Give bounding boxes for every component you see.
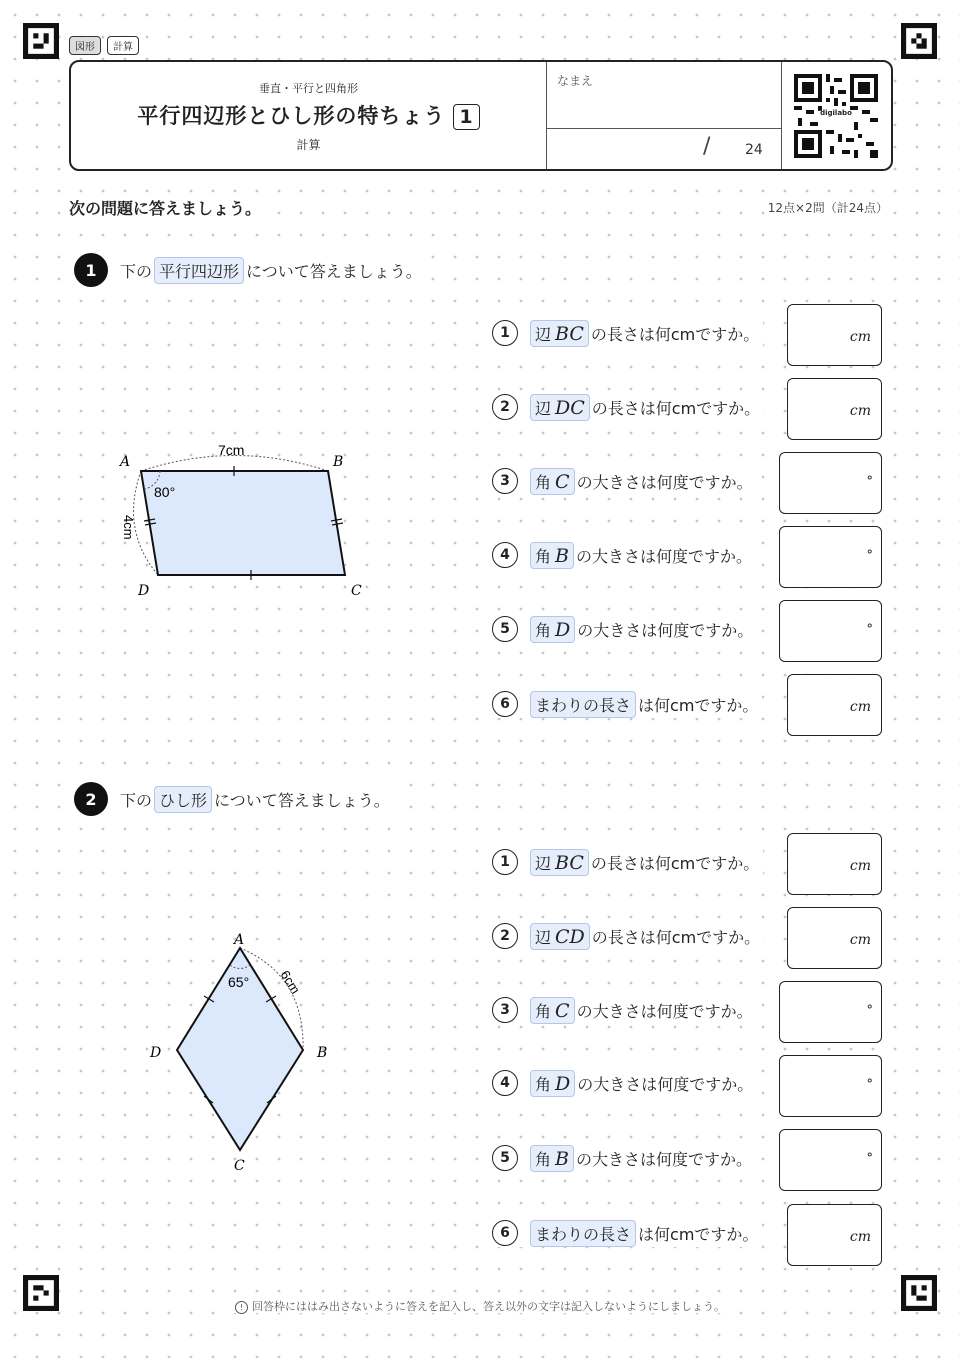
item-number-badge: 6 — [492, 1220, 518, 1246]
q2-number-badge: 2 — [74, 782, 108, 816]
item-number-badge: 1 — [492, 320, 518, 346]
answer-unit: cm — [849, 1229, 871, 1245]
q2-item-5 — [492, 1144, 756, 1172]
q2-heading — [74, 782, 394, 816]
q1-item-3 — [492, 467, 757, 495]
page-title-text: 平行四辺形とひし形の特ちょう — [137, 104, 446, 128]
item-target-word: 角 — [535, 620, 552, 640]
footer-bg — [231, 1300, 729, 1313]
item-target-var: BC — [555, 851, 584, 874]
item-target-word: 角 — [535, 1001, 552, 1021]
item-question: の長さは何cmですか。 — [590, 853, 760, 873]
item-target-var: CD — [555, 925, 585, 948]
vertex-b: B — [333, 454, 344, 470]
answer-unit: cm — [849, 403, 871, 419]
item-target-var: D — [555, 618, 571, 641]
item-question: の大きさは何度ですか。 — [576, 472, 753, 492]
q1-answer-box-3[interactable] — [779, 452, 882, 514]
item-target-word: 辺 — [535, 853, 552, 873]
parallelogram-figure — [100, 430, 390, 610]
vertex-d: D — [138, 583, 150, 599]
answer-unit: ° — [866, 474, 873, 489]
item-target-var: C — [555, 999, 570, 1022]
side-top-label: 7cm — [218, 442, 245, 458]
q2-item-3 — [492, 996, 757, 1024]
angle-label: 80° — [154, 484, 176, 500]
q1-pre: 下の — [120, 261, 153, 281]
item-target-var: B — [555, 1147, 569, 1170]
item-target-word: 角 — [535, 472, 552, 492]
q2-pre: 下の — [120, 790, 153, 810]
item-number-badge: 3 — [492, 468, 518, 494]
vertex-c2: C — [234, 1158, 245, 1174]
q1-answer-box-2[interactable] — [787, 378, 882, 440]
item-target-word: 角 — [535, 1074, 552, 1094]
vertex-c: C — [351, 583, 362, 599]
side-label: 6cm — [277, 967, 304, 997]
item-number-badge: 6 — [492, 691, 518, 717]
item-target — [530, 1070, 575, 1097]
name-divider — [547, 128, 782, 129]
corner-marker-top-right — [901, 23, 937, 59]
item-target — [530, 1145, 574, 1172]
item-target-var: B — [555, 544, 569, 567]
item-target-word: 角 — [535, 546, 552, 566]
item-question: の長さは何cmですか。 — [590, 324, 760, 344]
answer-unit: cm — [849, 699, 871, 715]
item-target-var: C — [555, 470, 570, 493]
item-target-word: 辺 — [535, 927, 552, 947]
vertex-a2: A — [234, 932, 245, 948]
item-target-var: BC — [555, 322, 584, 345]
item-number-badge: 4 — [492, 1070, 518, 1096]
q1-item-1 — [492, 319, 763, 347]
item-target — [530, 616, 575, 643]
item-target-var: DC — [555, 396, 585, 419]
q1-heading — [74, 253, 426, 287]
score-total: 24 — [745, 142, 763, 158]
qr-label: digilabo — [820, 109, 852, 117]
name-label: なまえ — [557, 74, 594, 88]
vertex-a: A — [120, 454, 131, 470]
category-label: 計算 — [296, 138, 321, 152]
footer-text: 回答枠にははみ出さないように答えを記入し、答え以外の文字は記入しないようにしましょう。 — [252, 1300, 725, 1313]
item-question: の大きさは何度ですか。 — [576, 1001, 753, 1021]
item-question: の大きさは何度ですか。 — [577, 620, 754, 640]
q1-highlight: 平行四辺形 — [154, 257, 244, 284]
item-target — [530, 542, 574, 569]
q1-item-2 — [492, 393, 764, 421]
q2-item-6 — [492, 1219, 762, 1247]
q2-answer-box-3[interactable] — [779, 981, 882, 1043]
info-icon: ! — [235, 1301, 248, 1314]
answer-unit: cm — [849, 858, 871, 874]
item-number-badge: 5 — [492, 1145, 518, 1171]
q1-answer-box-5[interactable] — [779, 600, 882, 662]
item-target — [530, 468, 575, 495]
qr-code-area — [781, 62, 892, 169]
item-question: の長さは何cmですか。 — [591, 398, 761, 418]
q2-answer-box-1[interactable] — [787, 833, 882, 895]
footer-note — [0, 1298, 960, 1314]
corner-marker-top-left — [23, 23, 59, 59]
item-target — [530, 1220, 636, 1247]
item-target — [530, 849, 589, 876]
item-target-word: まわりの長さ — [535, 695, 632, 715]
vertex-b2: B — [317, 1045, 328, 1061]
item-target-word: 辺 — [535, 324, 552, 344]
item-number-badge: 4 — [492, 542, 518, 568]
q2-answer-box-2[interactable] — [787, 907, 882, 969]
item-number-badge: 3 — [492, 997, 518, 1023]
answer-unit: cm — [849, 329, 871, 345]
item-number-badge: 5 — [492, 616, 518, 642]
points-note: 12点×2問（計24点） — [767, 201, 888, 215]
name-field[interactable] — [546, 62, 782, 169]
item-target — [530, 394, 590, 421]
answer-unit: cm — [849, 932, 871, 948]
unit-subtitle: 垂直・平行と四角形 — [259, 82, 358, 95]
q1-answer-box-6[interactable] — [787, 674, 882, 736]
item-question: は何cmですか。 — [638, 695, 759, 715]
item-target-var: D — [555, 1072, 571, 1095]
q1-number-badge: 1 — [74, 253, 108, 287]
answer-unit: ° — [866, 1077, 873, 1092]
title-block — [71, 62, 546, 169]
item-question: の大きさは何度ですか。 — [575, 546, 752, 566]
category-tags — [69, 36, 139, 55]
q2-answer-box-5[interactable] — [779, 1129, 882, 1191]
item-question: の大きさは何度ですか。 — [577, 1074, 754, 1094]
sheet-number: 1 — [453, 104, 479, 130]
q1-item-5 — [492, 615, 757, 643]
q2-post: について答えましょう。 — [214, 790, 390, 810]
item-target — [530, 691, 636, 718]
side-left-label: 4cm — [121, 515, 136, 540]
page-title — [71, 100, 546, 130]
answer-unit: ° — [866, 622, 873, 637]
q1-post: について答えましょう。 — [246, 261, 422, 281]
score-slash: / — [703, 134, 711, 159]
q2-item-4 — [492, 1069, 757, 1097]
q1-item-6 — [492, 690, 762, 718]
tag-calc: 計算 — [107, 36, 139, 55]
rhombus-figure — [140, 925, 340, 1175]
item-number-badge: 1 — [492, 849, 518, 875]
worksheet-header — [69, 60, 893, 171]
tag-figure: 図形 — [69, 36, 101, 55]
q2-highlight: ひし形 — [154, 786, 212, 813]
answer-unit: ° — [866, 1003, 873, 1018]
item-number-badge: 2 — [492, 923, 518, 949]
item-target — [530, 997, 575, 1024]
answer-unit: ° — [866, 1151, 873, 1166]
item-target-word: 角 — [535, 1149, 552, 1169]
q1-answer-box-4[interactable] — [779, 526, 882, 588]
instruction-text: 次の問題に答えましょう。 — [69, 196, 261, 219]
q1-item-4 — [492, 541, 756, 569]
item-question: は何cmですか。 — [638, 1224, 759, 1244]
angle-label2: 65° — [228, 974, 250, 990]
answer-unit: ° — [866, 548, 873, 563]
q2-item-1 — [492, 848, 763, 876]
q1-answer-box-1[interactable] — [787, 304, 882, 366]
q2-answer-box-4[interactable] — [779, 1055, 882, 1117]
item-target — [530, 923, 590, 950]
q2-item-2 — [492, 922, 764, 950]
item-question: の長さは何cmですか。 — [591, 927, 761, 947]
item-question: の大きさは何度ですか。 — [575, 1149, 752, 1169]
q2-answer-box-6[interactable] — [787, 1204, 882, 1266]
item-target — [530, 320, 589, 347]
vertex-d2: D — [150, 1045, 162, 1061]
item-number-badge: 2 — [492, 394, 518, 420]
item-target-word: まわりの長さ — [535, 1224, 632, 1244]
item-target-word: 辺 — [535, 398, 552, 418]
